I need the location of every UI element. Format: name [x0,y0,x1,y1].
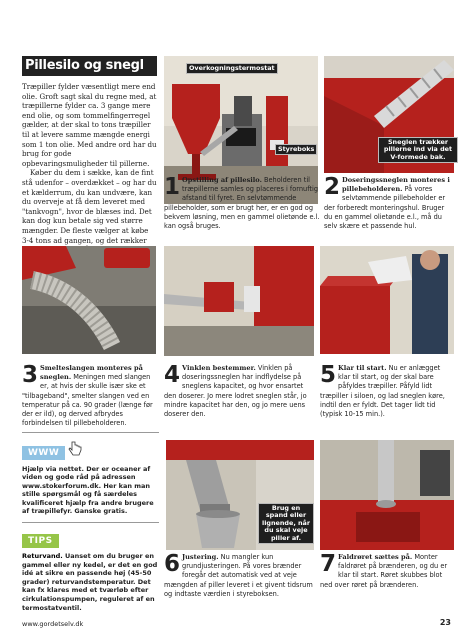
photo-filling-pellets [320,246,454,354]
step-title: Vinklen bestemmer. [182,364,256,372]
step-title: Faldrøret sættes på. [338,553,413,561]
step-3 [22,364,158,428]
www-text: Hjælp via nettet. Der er oceaner af viden og gode råd på adressen www.stokerforum.dk. Her kan man stille spørgsmål og få særdeles kvalificeret hjælp fra andre brugere af træpillefyr. Ganske gratis. [22,464,154,516]
tips-body: Uanset om du bruger en gammel eller ny kedel, er det en god idé at sikre en passende høj (45-50 grader) returvandstemperatur. Det kan fx klares med et tværløb efter cirkulationspumpen, reguleret af en termostatventil. [22,552,158,612]
intro-paragraph-2: Køber du dem i sække, kan de fint stå udenfor – overdækket – og har du et kælderrum, du kan undvære, kan du overveje at få dem leveret med "tankvogn", hvor de blæses ind. Det kan dog kun betale sig ved større mængder. De fleste vælger at købe 3-4 tons ad gangen, og det rækker [22,168,157,245]
tips-lead: Returvand. [22,552,63,560]
tips-text [22,552,159,612]
step-7 [320,553,454,590]
step-6 [164,553,314,599]
divider [22,432,159,433]
photo-auger-angle [164,246,314,356]
step-text: Nu mangler kun grundjusteringen. På vores brænder foregår det automatisk ved at veje mængden af piller leveret i et givent tidsrum og indtaste værdien i styreboksen. [164,553,313,598]
callout-spand: Brug en spand eller lignende, når du skal veje piller af. [258,503,314,544]
step-number: 3 [22,362,39,388]
callout-overkogningstermostat: Overkogningstermostat [186,63,278,74]
photo-fall-pipe [320,440,454,550]
step-text: Monter faldrøret på brænderen, og du er klar til start. Røret skubbes blot ned over røret på brænderen. [320,553,448,589]
tips-box [22,528,159,612]
step-4 [164,364,314,419]
step-title: Smelteslangen monteres på sneglen. [40,364,143,382]
step-text: Meningen med slangen er, at hvis der skulle især ske et "tilbageband", smelter slangen ved en temperatur på ca. 90 grader (længe før der er ild), og derved afbrydes forbindelsen til pillebeholderen. [22,373,153,428]
page-heading: Pillesilo og snegl [25,58,144,73]
divider [22,522,159,523]
www-tag: WWW [22,446,65,460]
step-text: Beholderen til træpillerne samles og placeres i fornuftig afstand til fyret. En selvtømmende pillebeholder, som er brugt her, er en god og bekvem løsning, men en gammel olietønde e.l. kan også bruges. [164,176,320,231]
step-2 [324,176,454,231]
step-text: Vinklen på doseringssneglen har indflydelse på sneglens kapacitet, og hvor ensartet den doserer. Jo mere lodret sneglen står, jo mindre kapacitet har den, og jo mere uens doserer den. [164,364,307,419]
step-number: 4 [164,362,181,388]
intro-paragraph-1: Træpiller fylder væsentligt mere end olie. Groft sagt skal du regne med, at træpillerne fylder ca. 3 gange mere end olie, og som tommelfingerregel gælder, at der skal to tons træpiller til at levere samme mængde energi som 1 ton olie. Med andre ord har du brug for gode opbevaringsmuligheder til pillerne. [22,82,157,168]
page-number: 23 [439,618,451,627]
step-number: 7 [320,551,337,577]
step-number: 2 [324,174,341,200]
pointer-hand-icon [68,441,82,461]
heading-banner [22,56,157,76]
step-1 [164,176,320,231]
step-title: Justering. [182,553,219,561]
step-5 [320,364,454,419]
step-title: Doseringssneglen monteres i pillebeholderen. [342,176,450,194]
photo-hose [22,246,156,354]
callout-sneglen: Sneglen trækker pillerne ind via det V-formede bak. [378,137,458,163]
step-number: 5 [320,362,337,388]
callout-styreboks: Styreboks [275,144,317,155]
step-text: Nu er anlægget klar til start, og der skal bare påfyldes træpiller. Påfyld lidt træpiller i siloen, og lad sneglen køre, indtil den er fyldt. Det tager lidt tid (typisk 10-15 min.). [320,364,445,419]
www-box [22,440,159,516]
step-title: Klar til start. [338,364,387,372]
step-number: 6 [164,551,181,577]
footer-url[interactable]: www.gordetselv.dk [22,620,84,628]
tips-tag: TIPS [22,534,59,548]
step-number: 1 [164,174,181,200]
step-text: På vores selvtømmende pillebeholder er der forberedt monteringshul. Bruger du en gammel olietønde e.l., må du selv skære et passende hul. [324,185,446,231]
step-title: Opstilling af pillesilo. [182,176,262,184]
intro-text [22,82,157,255]
